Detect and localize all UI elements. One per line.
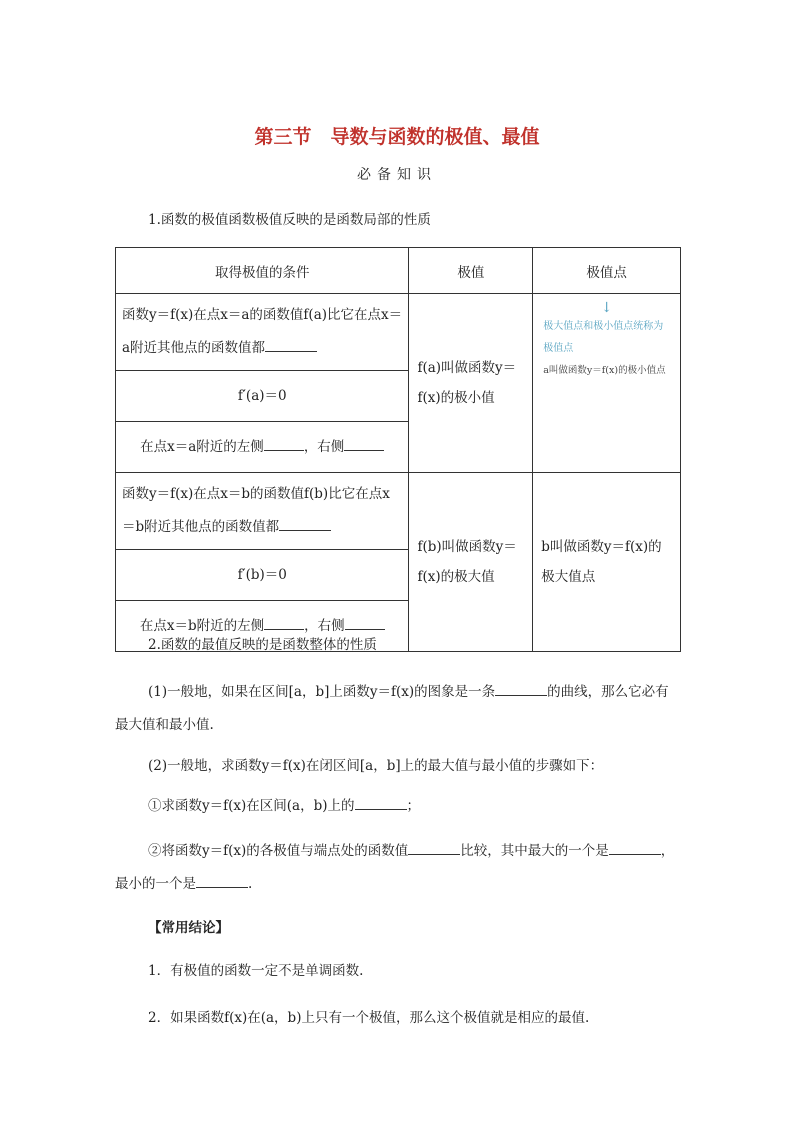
conclusion-item: 2．如果函数f(x)在(a，b)上只有一个极值，那么这个极值就是相应的最值.: [148, 1010, 590, 1026]
conclusions-heading: 【常用结论】: [148, 920, 229, 936]
table-cell: [533, 294, 681, 473]
answer-blank: [264, 615, 304, 630]
conclusion-item: 1．有极值的函数一定不是单调函数.: [148, 963, 364, 979]
paragraph-text: ②将函数y＝f(x)的各极值与端点处的函数值: [148, 843, 409, 859]
answer-blank: [355, 795, 407, 810]
min-value-text: f(a)叫做函数y＝f(x)的极小值: [417, 360, 517, 406]
down-arrow-icon: ↓: [600, 300, 613, 316]
paragraph: [115, 790, 681, 823]
answer-blank: [344, 436, 384, 451]
table-header-row: [116, 248, 681, 294]
paragraph-text: 的曲线，那么它必有最大值和最小值.: [115, 684, 669, 733]
handwritten-note: 极大值点和极小值点统称为极值点: [543, 321, 664, 354]
paragraph-text: 比较，其中最大的一个是: [460, 843, 609, 859]
condition-text: ，右侧: [304, 617, 345, 634]
paragraph-text: .: [248, 876, 253, 892]
table-header: 极值: [409, 248, 533, 294]
table-cell: [116, 473, 409, 550]
table-cell: [116, 422, 409, 473]
answer-blank: [264, 436, 304, 451]
condition-text: 在点x＝a附近的左侧: [140, 438, 264, 455]
table-cell: [409, 294, 533, 473]
section-1-heading: 1.函数的极值函数极值反映的是函数局部的性质: [148, 212, 431, 228]
table-row: [116, 473, 681, 550]
condition-text: 函数y＝f(x)在点x＝a的函数值f(a)比它在点x＝a附近其他点的函数值都: [122, 307, 403, 356]
answer-blank: [345, 615, 385, 630]
paragraph-text: ；: [406, 798, 420, 814]
answer-blank: [279, 516, 331, 531]
paragraph: [115, 835, 681, 901]
condition-text: 函数y＝f(x)在点x＝b的函数值f(b)比它在点x＝b附近其他点的函数值都: [122, 486, 390, 535]
table-row: [116, 294, 681, 371]
answer-blank: [609, 840, 661, 855]
page-title: 第三节 导数与函数的极值、最值: [254, 126, 540, 148]
table-cell: [116, 550, 409, 601]
table-cell: [409, 473, 533, 652]
answer-blank: [408, 840, 460, 855]
max-value-text: f(b)叫做函数y＝f(x)的极大值: [417, 539, 517, 585]
condition-text: 在点x＝b附近的左侧: [139, 617, 265, 634]
condition-text: f′(b)＝0: [237, 566, 287, 583]
answer-blank: [196, 873, 248, 888]
table-header: 取得极值的条件: [116, 248, 409, 294]
condition-text: ，右侧: [303, 438, 345, 455]
page-subtitle: 必备知识: [357, 167, 437, 183]
section-2-heading: 2.函数的最值反映的是函数整体的性质: [148, 637, 377, 653]
answer-blank: [265, 337, 317, 352]
paragraph: [115, 676, 681, 742]
paragraph-text: ①求函数y＝f(x)在区间(a，b)上的: [148, 798, 355, 814]
answer-blank: [495, 681, 547, 696]
condition-text: f′(a)＝0: [237, 387, 287, 404]
paragraph-text: (1)一般地，如果在区间[a，b]上函数y＝f(x)的图象是一条: [148, 684, 496, 700]
table-cell: [533, 473, 681, 652]
extremum-table: [115, 247, 681, 652]
paragraph-text: ，最小的一个是: [115, 843, 675, 892]
max-point-text: b叫做函数y＝f(x)的极大值点: [541, 539, 662, 585]
table-cell: [116, 371, 409, 422]
table-header: 极值点: [533, 248, 681, 294]
paragraph: (2)一般地，求函数y＝f(x)在闭区间[a，b]上的最大值与最小值的步骤如下：: [148, 758, 604, 774]
table-cell: [116, 294, 409, 371]
min-point-text: a叫做函数y＝f(x)的极小值点: [543, 365, 666, 376]
